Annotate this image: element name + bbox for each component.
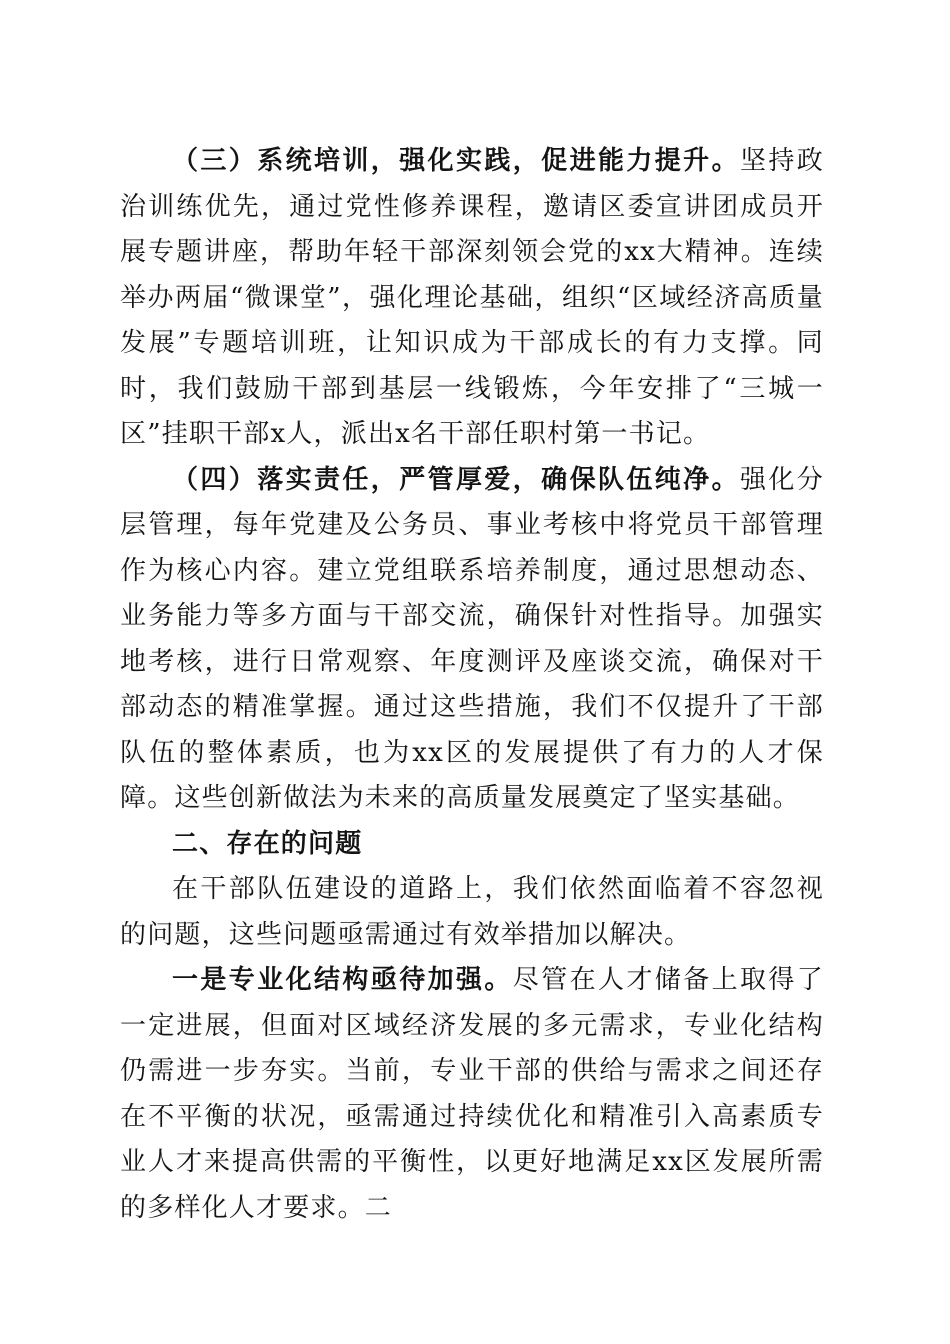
paragraph-text: 坚持政治训练优先，通过党性修养课程，邀请区委宣讲团成员开展专题讲座，帮助年轻干部深刻领会党的xx大精神。连续举办两届“微课堂”，强化理论基础，组织“区域经济高质量发展”专题培训班，让知识成为干部成长的有力支撑。同时，我们鼓励干部到基层一线锻炼，今年安排了“三城一区”挂职干部x人，派出x名干部任职村第一书记。 [120, 146, 824, 449]
paragraph-lead: （四）落实责任，严管厚爱，确保队伍纯净。 [172, 464, 740, 495]
paragraph-text: 尽管在人才储备上取得了一定进展，但面对区域经济发展的多元需求，专业化结构仍需进一步夯实。当前，专业干部的供给与需求之间还存在不平衡的状况，亟需通过持续优化和精准引入高素质专业人才来提高供需的平衡性，以更好地满足xx区发展所需的多样化人才要求。二 [120, 965, 824, 1223]
document-body [120, 139, 824, 1231]
paragraph-lead: 一是专业化结构亟待加强。 [172, 965, 513, 995]
paragraph-responsibility [120, 458, 824, 822]
paragraph-lead: （三）系统培训，强化实践，促进能力提升。 [172, 146, 740, 176]
paragraph-text: 强化分层管理，每年党建及公务员、事业考核中将党员干部管理作为核心内容。建立党组联系培养制度，通过思想动态、业务能力等多方面与干部交流，确保针对性指导。加强实地考核，进行日常观察、年度测评及座谈交流，确保对干部动态的精准掌握。通过这些措施，我们不仅提升了干部队伍的整体素质，也为xx区的发展提供了有力的人才保障。这些创新做法为未来的高质量发展奠定了坚实基础。 [120, 464, 824, 813]
paragraph-training [120, 139, 824, 458]
section-heading-problems: 二、存在的问题 [172, 828, 363, 859]
paragraph-intro: 在干部队伍建设的道路上，我们依然面临着不容忽视的问题，这些问题亟需通过有效举措加以解决。 [120, 874, 824, 950]
paragraph-issue-one [120, 958, 824, 1231]
